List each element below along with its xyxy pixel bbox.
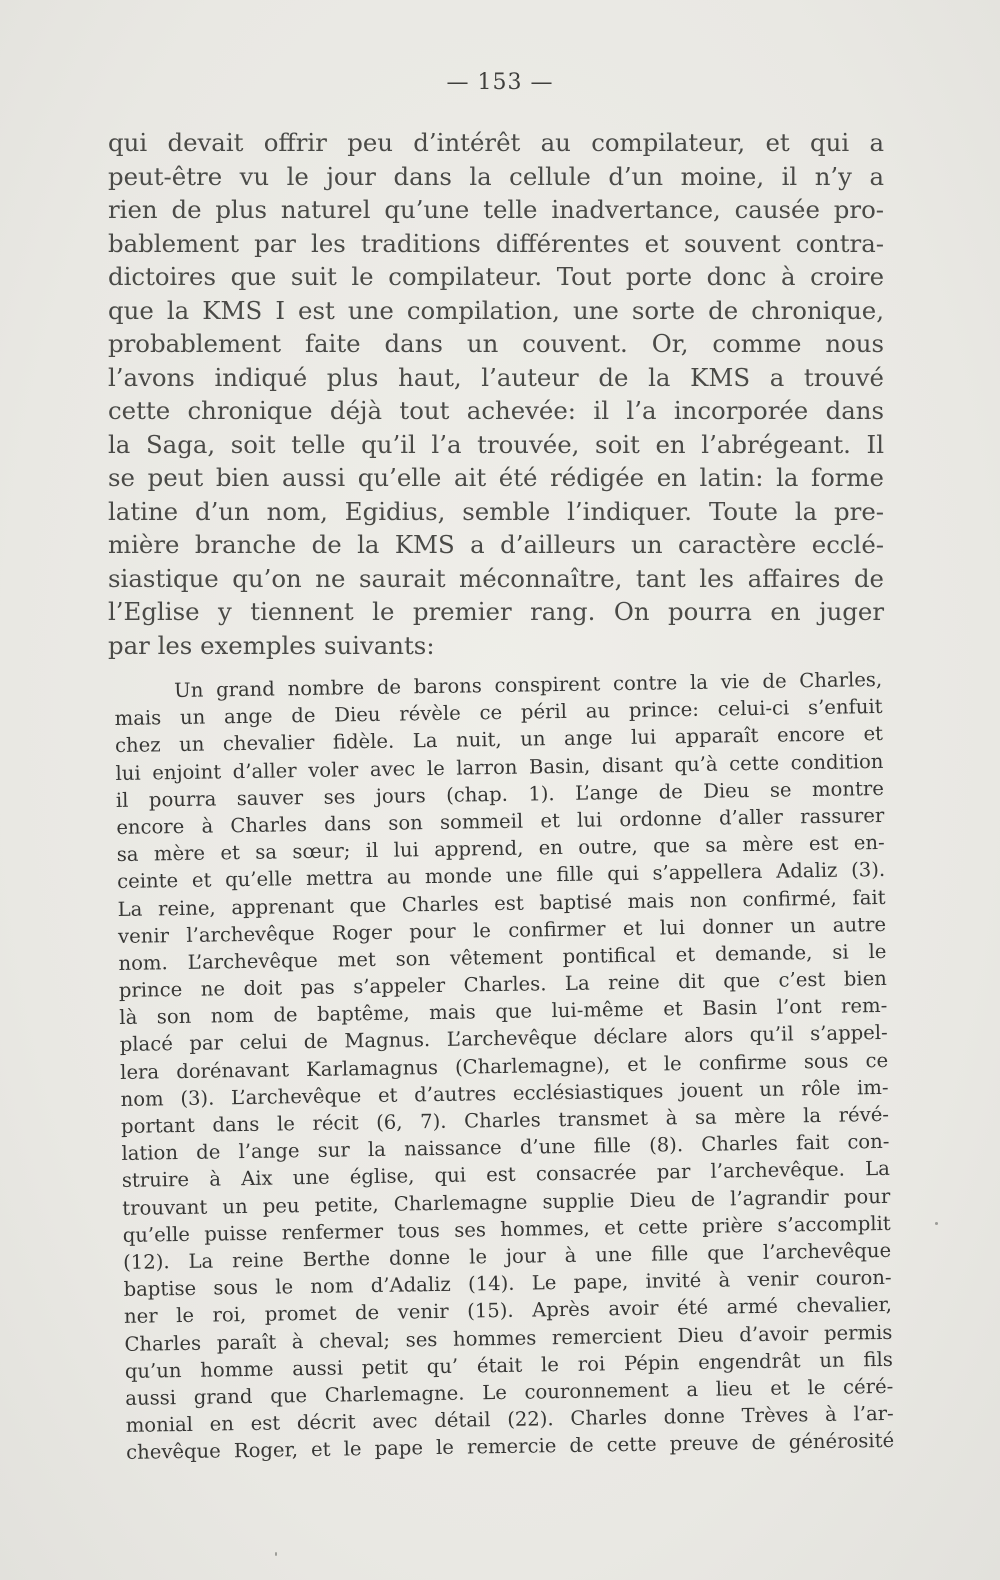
- text-line: dictoires que suit le compilateur. Tout porte donc à croire: [108, 262, 884, 291]
- quote-line: nom. L’archevêque met son vêtement pontifical et demande, si le: [118, 939, 887, 975]
- quote-line: Un grand nombre de barons conspirent contre la vie de Charles,: [174, 667, 883, 703]
- text-line: qui devait offrir peu d’intérêt au compilateur, et qui a: [108, 128, 884, 157]
- text-line: latine d’un nom, Egidius, semble l’indiquer. Toute la pre-: [108, 496, 884, 526]
- main-paragraph: [108, 126, 884, 662]
- quote-line: (12). La reine Berthe donne le jour à une fille que l’archevêque: [122, 1238, 892, 1274]
- quote-line: baptise sous le nom d’Adaliz (14). Le pape, invité à venir couron-: [123, 1265, 892, 1302]
- page-number: — 153 —: [446, 70, 554, 95]
- quote-line: là son nom de baptême, mais que lui-même et Basin l’ont rem-: [119, 994, 888, 1030]
- quote-line: sa mère et sa sœur; il lui apprend, en outre, que sa mère est en-: [116, 831, 885, 867]
- paper-speck: [935, 1222, 938, 1225]
- quote-line: lation de l’ange sur la naissance d’une fille (8). Charles fait con-: [121, 1130, 890, 1166]
- text-line: la Saga, soit telle qu’il l’a trouvée, soit en l’abrégeant. Il: [108, 429, 884, 459]
- text-line: par les exemples suivants:: [108, 630, 435, 660]
- quote-line: ceinte et qu’elle mettra au monde une fille qui s’appellera Adaliz (3).: [117, 858, 886, 894]
- quote-line: placé par celui de Magnus. L’archevêque déclare alors qu’il s’appel-: [119, 1021, 888, 1057]
- quote-line: prince ne doit pas s’appeler Charles. La reine dit que c’est bien: [118, 966, 887, 1003]
- text-line: se peut bien aussi qu’elle ait été rédigée en latin: la forme: [108, 463, 884, 492]
- quote-line: trouvant un peu petite, Charlemagne supplie Dieu de l’agrandir pour: [122, 1184, 891, 1220]
- text-line: que la KMS I est une compilation, une sorte de chronique,: [108, 295, 884, 325]
- text-line: bablement par les traditions différentes et souvent contra-: [108, 228, 884, 258]
- quote-line: portant dans le récit (6, 7). Charles transmet à sa mère la révé-: [120, 1102, 890, 1138]
- text-line: rien de plus naturel qu’une telle inadvertance, causée pro-: [108, 195, 884, 224]
- text-line: l’avons indiqué plus haut, l’auteur de la KMS a trouvé: [108, 362, 884, 392]
- quote-line: Charles paraît à cheval; ses hommes remercient Dieu d’avoir permis: [124, 1320, 893, 1356]
- quote-line: nom (3). L’archevêque et d’autres ecclésiastiques jouent un rôle im-: [120, 1075, 889, 1111]
- quote-line: lui enjoint d’aller voler avec le larron Basin, disant qu’à cette condition: [115, 749, 884, 785]
- quote-line: mais un ange de Dieu révèle ce péril au prince: celui-ci s’enfuit: [114, 695, 883, 731]
- quote-line: lera dorénavant Karlamagnus (Charlemagne), et le confirme sous ce: [120, 1048, 889, 1084]
- text-line: peut-être vu le jour dans la cellule d’un moine, il n’y a: [108, 161, 884, 191]
- quote-line: encore à Charles dans son sommeil et lui ordonne d’aller rassurer: [116, 803, 885, 839]
- text-line: mière branche de la KMS a d’ailleurs un caractère ecclé-: [108, 530, 884, 559]
- quote-line: venir l’archevêque Roger pour le confirmer et lui donner un autre: [117, 912, 887, 948]
- quote-line: monial en est décrit avec détail (22). Charles donne Trèves à l’ar-: [125, 1401, 894, 1437]
- quote-line: struire à Aix une église, qui est consacrée par l’archevêque. La: [121, 1157, 890, 1193]
- quote-line: La reine, apprenant que Charles est baptisé mais non confirmé, fait: [117, 885, 886, 921]
- quote-line: chevêque Roger, et le pape le remercie de cette preuve de générosité: [125, 1429, 895, 1465]
- quote-line: chez un chevalier fidèle. La nuit, un ange lui apparaît encore et: [114, 722, 884, 758]
- text-line: l’Eglise y tiennent le premier rang. On pourra en juger: [108, 597, 884, 626]
- quote-line: qu’elle puisse renfermer tous ses hommes, et cette prière s’accomplit: [122, 1211, 891, 1247]
- text-line: probablement faite dans un couvent. Or, comme nous: [108, 329, 884, 358]
- quote-line: ner le roi, promet de venir (15). Après avoir été armé chevalier,: [123, 1293, 893, 1329]
- quote-line: qu’un homme aussi petit qu’ était le roi Pépin engendrât un fils: [124, 1347, 893, 1383]
- quote-line: aussi grand que Charlemagne. Le couronnement a lieu et le céré-: [125, 1374, 894, 1410]
- text-line: siastique qu’on ne saurait méconnaître, tant les affaires de: [108, 563, 884, 593]
- quote-line: il pourra sauver ses jours (chap. 1). L’ange de Dieu se montre: [115, 776, 885, 812]
- paper-speck: [275, 1552, 277, 1556]
- summary-quote-block: [114, 666, 894, 1466]
- text-line: cette chronique déjà tout achevée: il l’a incorporée dans: [108, 396, 884, 425]
